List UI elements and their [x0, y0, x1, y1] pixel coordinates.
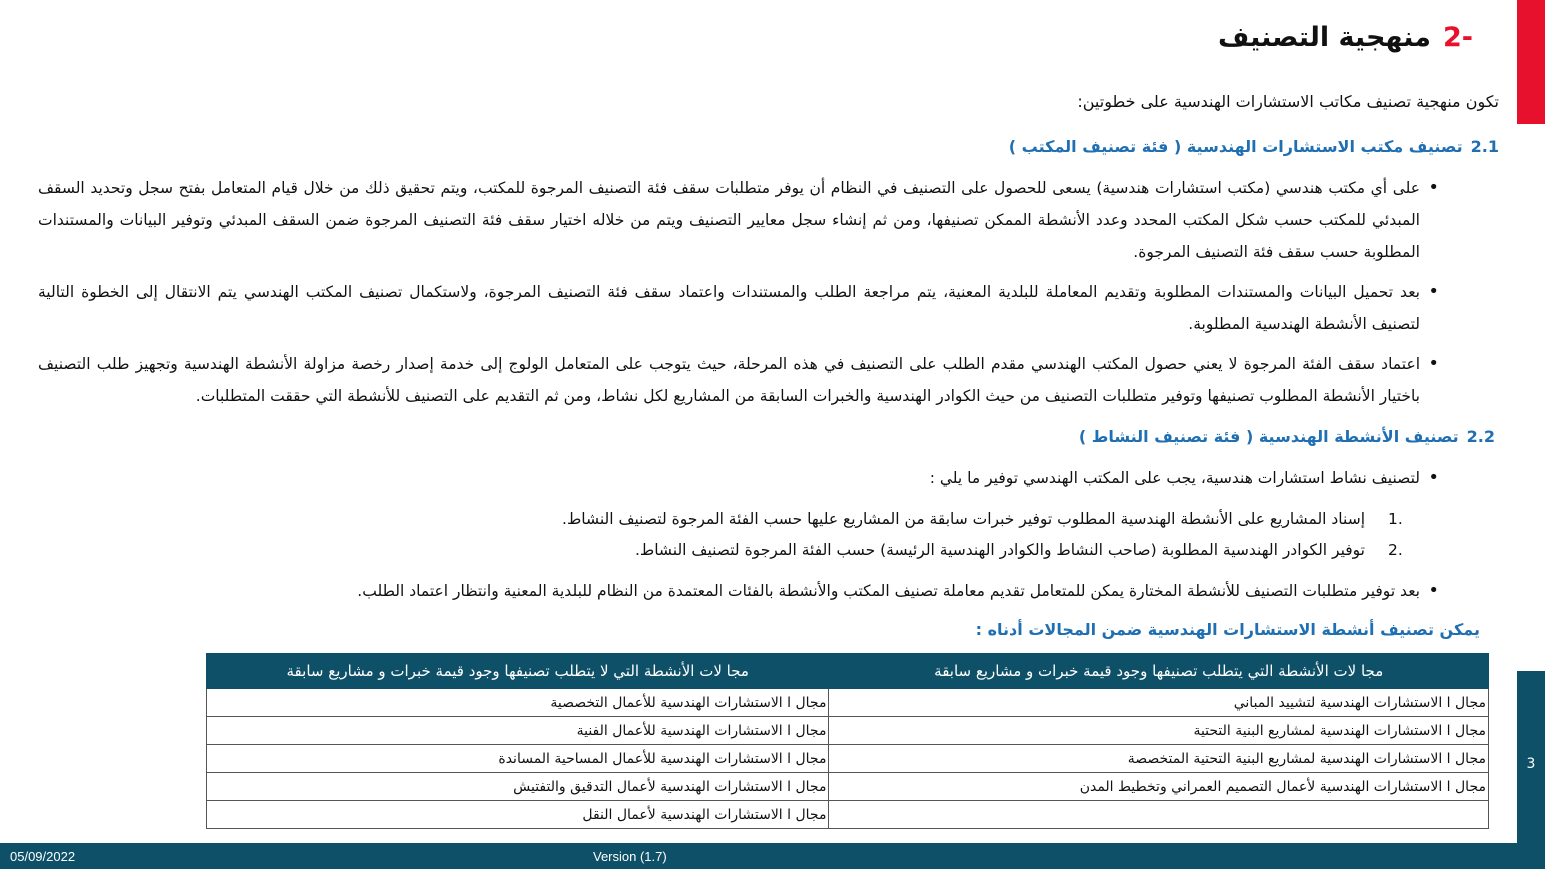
table-header-row: [207, 654, 1489, 689]
bullet-paragraph: لتصنيف نشاط استشارات هندسية، يجب على المكتب الهندسي توفير ما يلي :: [929, 469, 1420, 487]
table-row: [207, 717, 1489, 745]
table-row: [207, 689, 1489, 717]
table-cell: مجال ا الاستشارات الهندسية للأعمال التخصصية: [207, 689, 829, 717]
numbered-item: إسناد المشاريع على الأنشطة الهندسية المطلوب توفير خبرات سابقة من المشاريع عليها حسب الفئة المرجوة لتصنيف النشاط.: [562, 510, 1365, 528]
list-number: 2.: [1388, 541, 1403, 559]
table-cell: [829, 801, 1489, 829]
table-cell: مجال ا الاستشارات الهندسية لأعمال التدقيق والتفتيش: [207, 773, 829, 801]
table-cell: مجال ا الاستشارات الهندسية لأعمال التصميم العمراني وتخطيط المدن: [829, 773, 1489, 801]
table-cell: مجال ا الاستشارات الهندسية لتشييد المباني: [829, 689, 1489, 717]
bullet-icon: •: [1428, 580, 1439, 601]
bullet-paragraph: بعد تحميل البيانات والمستندات المطلوبة وتقديم المعاملة للبلدية المعنية، يتم مراجعة الطلب والمستندات واعتماد سقف فئة التصنيف المرجوة، ولاستكمال تصنيف المكتب الهندسي يتم الانتقال إلى الخطوة التالية لتصنيف الأنشطة الهندسية المطلوبة.: [38, 283, 1420, 333]
table-cell: مجال ا الاستشارات الهندسية للأعمال المساحية المساندة: [207, 745, 829, 773]
accent-bar: [1517, 0, 1545, 124]
bullet-paragraph: بعد توفير متطلبات التصنيف للأنشطة المختارة يمكن للمتعامل تقديم معاملة تصنيف المكتب والأنشطة بالفئات المعتمدة من النظام للبلدية المعنية وانتظار اعتماد الطلب.: [357, 582, 1420, 600]
bullet-paragraph: اعتماد سقف الفئة المرجوة لا يعني حصول المكتب الهندسي مقدم الطلب على التصنيف في هذه المرحلة، حيث يتوجب على المتعامل الولوج إلى خدمة إصدار رخصة مزاولة الأنشطة الهندسية وتجهيز طلب التصنيف باختيار الأنشطة المطلوب تصنيفها وتوفير متطلبات التصنيف من حيث الكوادر الهندسية والخبرات السابقة من المشاريع لكل نشاط، ومن ثم التقديم على التصنيف للأنشطة التي حققت المتطلبات.: [38, 355, 1420, 405]
footer-date: 05/09/2022: [10, 849, 76, 864]
table-cell: مجال ا الاستشارات الهندسية لمشاريع البنية التحتية: [829, 717, 1489, 745]
table-row: [207, 773, 1489, 801]
numbered-item: توفير الكوادر الهندسية المطلوبة (صاحب النشاط والكوادر الهندسية الرئيسة) حسب الفئة المرجوة لتصنيف النشاط.: [634, 541, 1365, 559]
table-cell: مجال ا الاستشارات الهندسية للأعمال الفنية: [207, 717, 829, 745]
domains-table: [206, 653, 1489, 829]
page-title: [1218, 22, 1473, 53]
footer-bar: [0, 843, 1545, 869]
bullet-paragraph: على أي مكتب هندسي (مكتب استشارات هندسية) يسعى للحصول على التصنيف في النظام أن يوفر متطلبات سقف فئة التصنيف المرجوة للمكتب، ويتم تحقيق ذلك من خلال قيام المتعامل بفتح سجل وتحديد السقف المبدئي للمكتب حسب شكل المكتب المحدد وعدد الأنشطة الممكن تصنيفها، ومن ثم إنشاء سجل معايير التصنيف ويتم من خلاله اختيار سقف فئة التصنيف المرجوة ضمن السقف المبدئي وتوفير البيانات والمستندات المطلوبة حسب سقف فئة التصنيف المرجوة.: [38, 179, 1420, 261]
section-2-2-heading: [1079, 427, 1495, 446]
column-header: مجا لات الأنشطة التي يتطلب تصنيفها وجود قيمة خبرات و مشاريع سابقة: [829, 654, 1489, 689]
table-cell: مجال ا الاستشارات الهندسية لمشاريع البنية التحتية المتخصصة: [829, 745, 1489, 773]
title-text: منهجية التصنيف: [1217, 22, 1431, 53]
footer-version: Version (1.7): [593, 849, 667, 864]
table-row: [207, 745, 1489, 773]
title-number: -2: [1442, 22, 1473, 53]
bullet-icon: •: [1428, 467, 1439, 488]
section-heading-text: تصنيف الأنشطة الهندسية ( فئة تصنيف النشاط ): [1078, 427, 1459, 446]
table-row: [207, 801, 1489, 829]
intro-text: تكون منهجية تصنيف مكاتب الاستشارات الهندسية على خطوتين:: [1077, 92, 1499, 111]
bullet-icon: •: [1428, 281, 1439, 302]
page-number: 3: [1526, 756, 1536, 772]
column-header: مجا لات الأنشطة التي لا يتطلب تصنيفها وجود قيمة خبرات و مشاريع سابقة: [207, 654, 829, 689]
section-heading-text: تصنيف مكتب الاستشارات الهندسية ( فئة تصنيف المكتب ): [1008, 137, 1463, 156]
table-cell: مجال ا الاستشارات الهندسية لأعمال النقل: [207, 801, 829, 829]
section-2-1-heading: [1009, 137, 1499, 156]
section-number: 2.2: [1466, 427, 1495, 446]
list-number: 1.: [1388, 510, 1403, 528]
domains-heading: يمكن تصنيف أنشطة الاستشارات الهندسية ضمن المجالات أدناه :: [975, 620, 1480, 639]
bullet-icon: •: [1428, 353, 1439, 374]
bullet-icon: •: [1428, 177, 1439, 198]
section-number: 2.1: [1470, 137, 1499, 156]
